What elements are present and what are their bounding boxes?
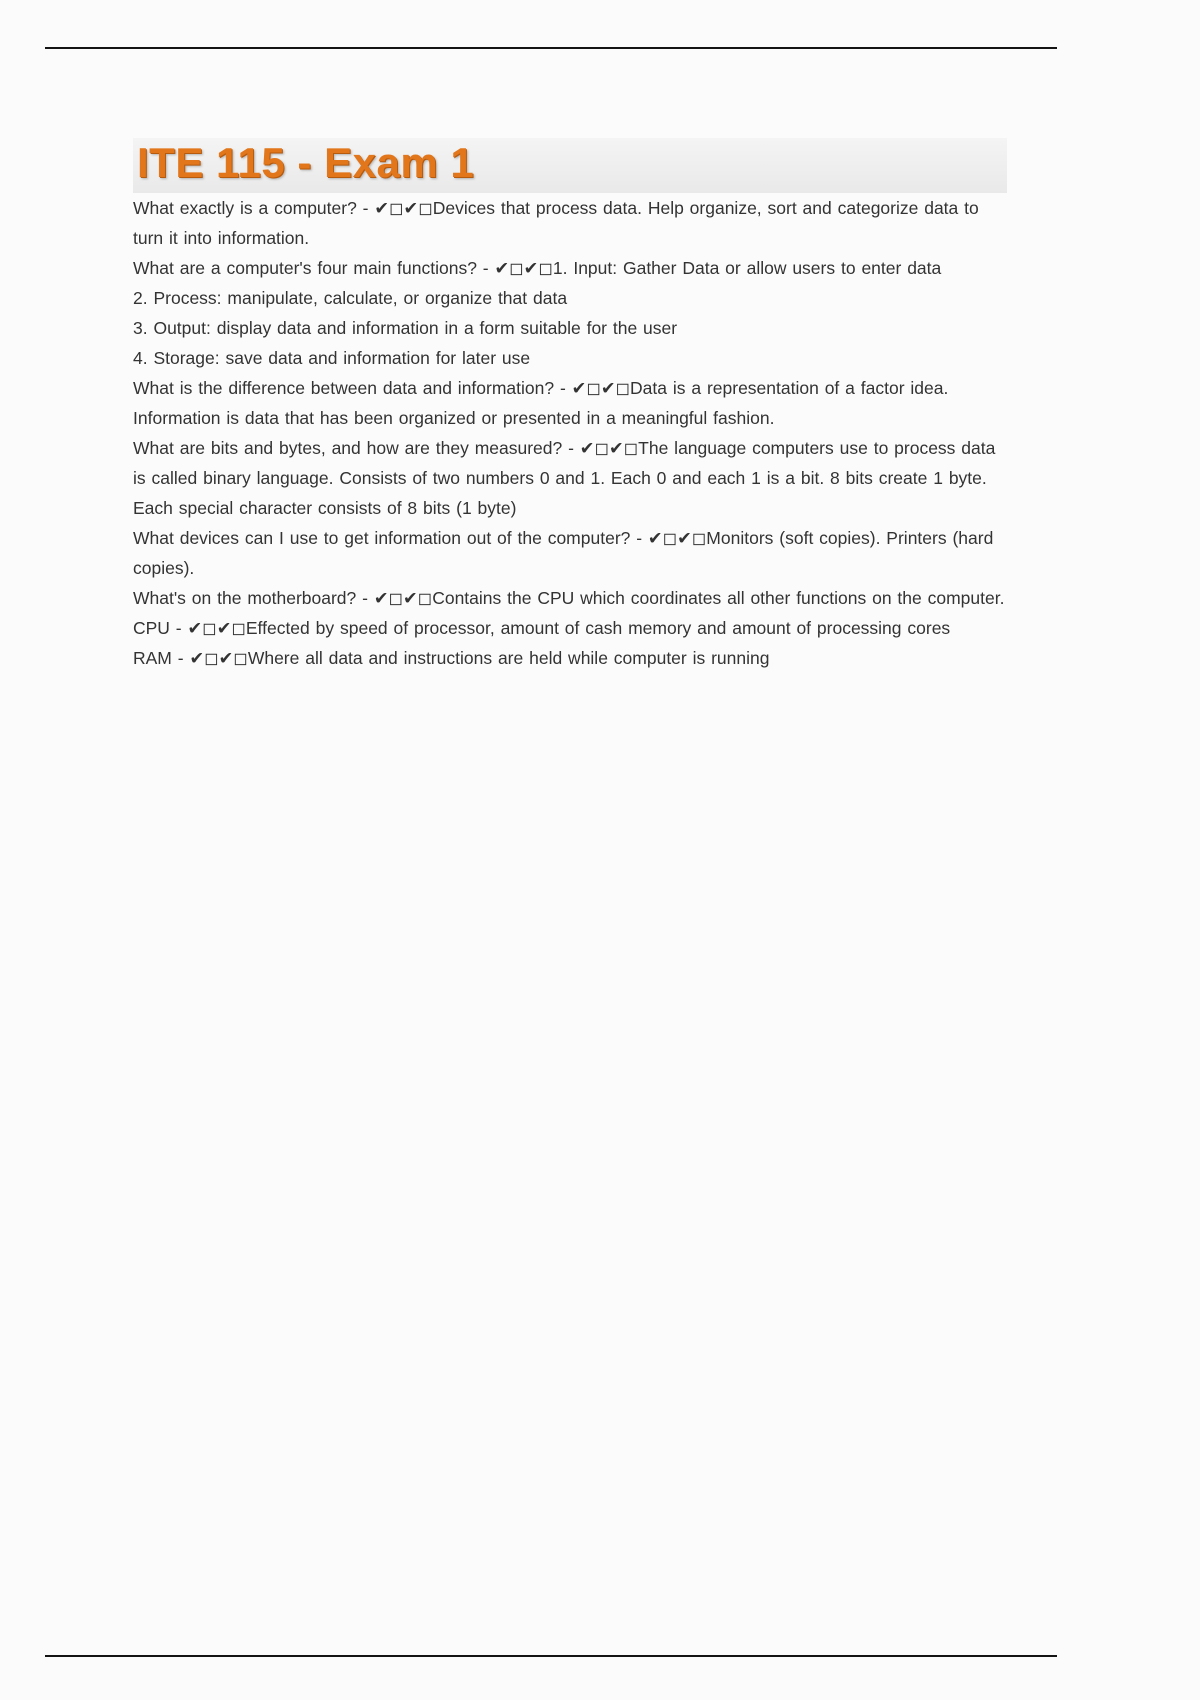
- qa-paragraph: 3. Output: display data and information in a form suitable for the user: [133, 318, 678, 339]
- title-bar: [133, 138, 1007, 193]
- qa-paragraph: 4. Storage: save data and information for later use: [133, 348, 531, 369]
- qa-paragraph: What are bits and bytes, and how are they measured? - ✔◻✔◻The language computers use to process data is called binary language. Consists of two numbers 0 and 1. Each 0 and each 1 is a bit. 8 bits create 1 byte. Each special character consists of 8 bits (1 byte): [133, 438, 996, 519]
- page-title: ITE 115 - Exam 1: [137, 139, 475, 186]
- qa-paragraph: CPU - ✔◻✔◻Effected by speed of processor, amount of cash memory and amount of processing cores: [133, 618, 951, 639]
- qa-paragraph: What are a computer's four main functions? - ✔◻✔◻1. Input: Gather Data or allow users to enter data: [133, 258, 942, 279]
- qa-paragraph: RAM - ✔◻✔◻Where all data and instructions are held while computer is running: [133, 648, 770, 669]
- qa-paragraph: What devices can I use to get information out of the computer? - ✔◻✔◻Monitors (soft copies). Printers (hard copies).: [133, 528, 994, 579]
- top-divider: [45, 47, 1057, 49]
- qa-paragraph: What is the difference between data and information? - ✔◻✔◻Data is a representation of a factor idea. Information is data that has been organized or presented in a meaningful fashion.: [133, 378, 949, 429]
- qa-paragraph: What exactly is a computer? - ✔◻✔◻Devices that process data. Help organize, sort and categorize data to turn it into information.: [133, 198, 979, 249]
- bottom-divider: [45, 1655, 1057, 1657]
- qa-paragraph: What's on the motherboard? - ✔◻✔◻Contains the CPU which coordinates all other functions on the computer.: [133, 588, 1005, 609]
- qa-paragraph: 2. Process: manipulate, calculate, or organize that data: [133, 288, 568, 309]
- document-body: [133, 138, 1007, 673]
